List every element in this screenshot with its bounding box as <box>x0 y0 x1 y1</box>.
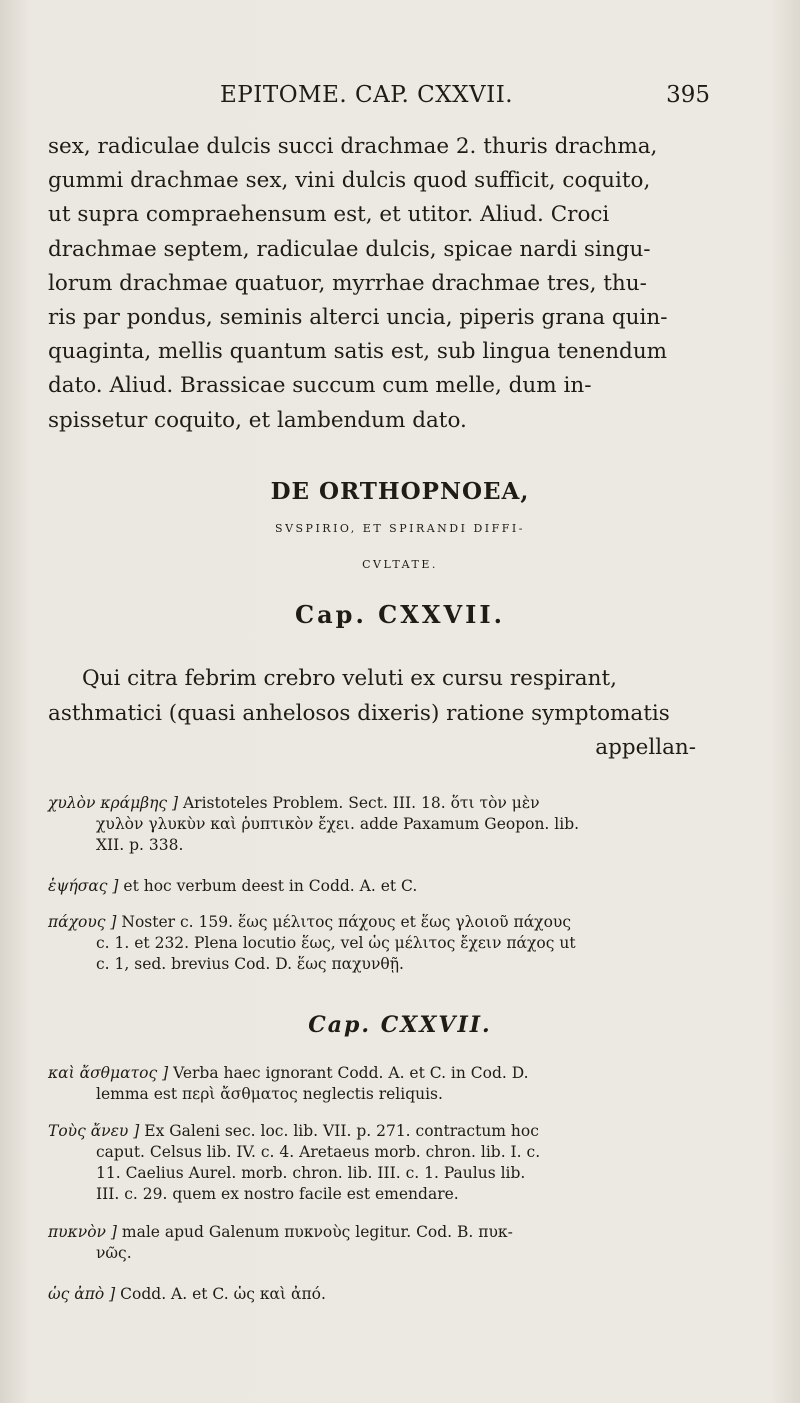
footnote-text: caput. Celsus lib. IV. c. 4. Aretaeus morb. chron. lib. I. c. <box>96 1143 541 1161</box>
footnote <box>48 1284 698 1305</box>
text-line: gummi drachmae sex, vini dulcis quod sufficit, coquito, <box>48 168 651 194</box>
text-line: sex, radiculae dulcis succi drachmae 2. thuris drachma, <box>48 134 658 159</box>
running-title: EPITOME. CAP. CXXVII. <box>220 82 514 108</box>
footnote-text: Codd. A. et C. ὡς καὶ ἀπό. <box>120 1285 326 1303</box>
footnote-text: male apud Galenum πυκνοὺς legitur. Cod. B. πυκ- <box>121 1223 513 1241</box>
footnote-lemma: ὡς ἀπὸ ] <box>48 1285 116 1303</box>
main-text <box>48 130 696 438</box>
text-line: ut supra compraehensum est, et utitor. Aliud. Croci <box>48 202 610 228</box>
footnote-text: XII. p. 338. <box>96 836 184 854</box>
footnote-text: Aristoteles Problem. Sect. III. 18. ὅτι τὸν μὲν <box>182 794 540 812</box>
text-line: quaginta, mellis quantum satis est, sub lingua tenendum <box>48 339 668 365</box>
footnote-lemma: χυλὸν κράμβης ] <box>48 794 179 812</box>
footnote <box>48 876 698 897</box>
footnote-text: νῶς. <box>96 1244 132 1262</box>
footnote-lemma: Τοὺς ἄνευ ] <box>48 1122 140 1140</box>
footnote-text: Verba haec ignorant Codd. A. et C. in Cod. D. <box>173 1064 529 1082</box>
text-line: dato. Aliud. Brassicae succum cum melle, dum in- <box>48 373 592 399</box>
footnote-text: Ex Galeni sec. loc. lib. VII. p. 271. contractum hoc <box>144 1122 539 1140</box>
page-number: 395 <box>666 82 710 108</box>
chapter-paragraph <box>48 662 696 766</box>
text-line: appellan- <box>595 735 696 760</box>
text-line: lorum drachmae quatuor, myrrhae drachmae tres, thu- <box>48 270 647 296</box>
text-line: asthmatici (quasi anhelosos dixeris) ratione symptomatis <box>48 700 670 726</box>
text-line: drachmae septem, radiculae dulcis, spicae nardi singu- <box>48 236 651 262</box>
footnote-text: 11. Caelius Aurel. morb. chron. lib. III. c. 1. Paulus lib. <box>96 1164 526 1182</box>
text-line: spissetur coquito, et lambendum dato. <box>48 407 467 433</box>
footnote <box>48 793 698 856</box>
footnote <box>48 1063 698 1105</box>
footnote-lemma: πυκνὸν ] <box>48 1223 117 1241</box>
footnote-lemma: καὶ ἄσθματος ] <box>48 1064 169 1082</box>
footnote-lemma: πάχους ] <box>48 913 117 931</box>
footnote-text: et hoc verbum deest in Codd. A. et C. <box>123 877 418 895</box>
section-subheading-continued: CVLTATE. <box>362 558 438 571</box>
footnote-text: lemma est περὶ ἄσθματος neglectis reliquis. <box>96 1085 443 1103</box>
footnote-text: Noster c. 159. ἕως μέλιτος πάχους et ἕως γλοιοῦ πάχους <box>121 913 572 931</box>
commentary-heading: Cap. CXXVII. <box>308 1012 492 1038</box>
footnote <box>48 1222 698 1264</box>
section-heading: DE ORTHOPNOEA, <box>270 478 530 505</box>
footnote <box>48 912 698 975</box>
running-head <box>50 82 710 116</box>
text-line: ris par pondus, seminis alterci uncia, piperis grana quin- <box>48 304 668 330</box>
footnote-lemma: ἑψήσας ] <box>48 877 119 895</box>
footnote-text: c. 1. et 232. Plena locutio ἕως, vel ὡς μέλιτος ἔχειν πάχος ut <box>96 934 576 952</box>
chapter-heading: Cap. CXXVII. <box>295 600 505 629</box>
footnote-text: III. c. 29. quem ex nostro facile est emendare. <box>96 1185 459 1203</box>
text-line: Qui citra febrim crebro veluti ex cursu respirant, <box>82 666 617 691</box>
footnote <box>48 1121 698 1205</box>
footnote-text: χυλὸν γλυκὺν καὶ ῥυπτικὸν ἔχει. adde Paxamum Geopon. lib. <box>96 815 580 833</box>
footnote-text: c. 1, sed. brevius Cod. D. ἕως παχυνθῇ. <box>96 955 404 973</box>
section-subheading: SVSPIRIO, ET SPIRANDI DIFFI- <box>275 522 525 535</box>
